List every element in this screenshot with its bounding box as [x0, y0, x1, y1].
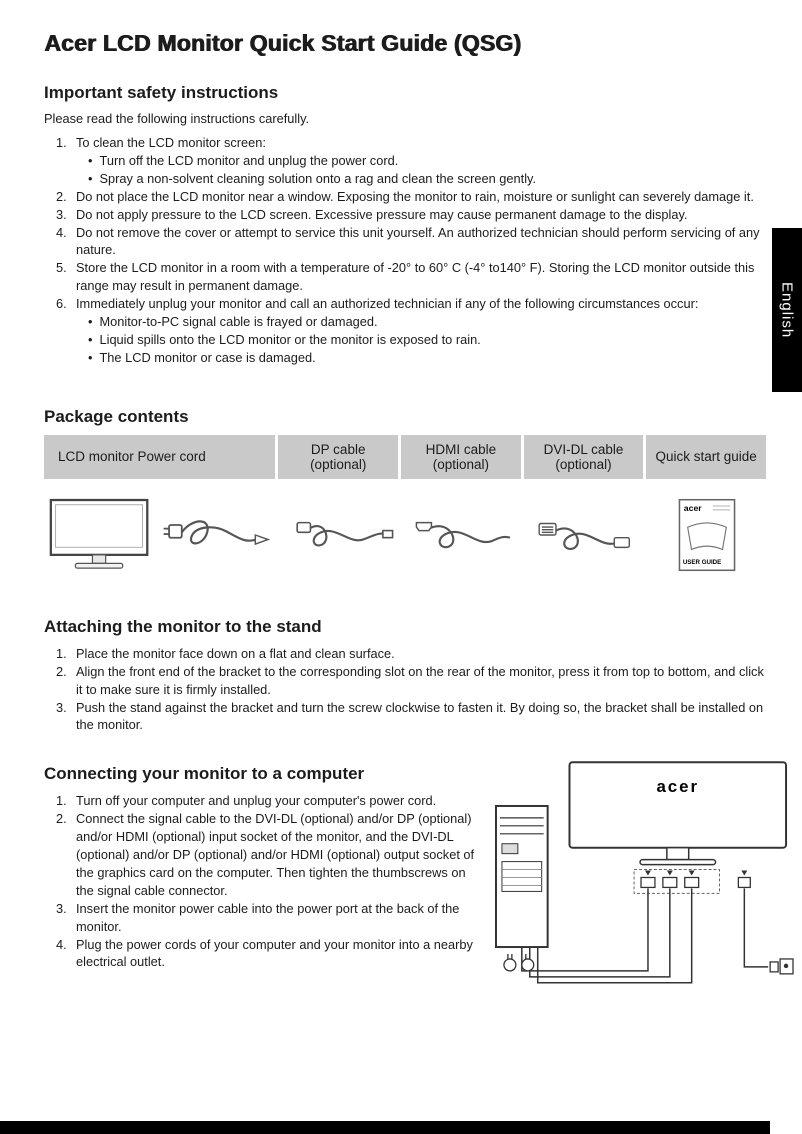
item-text: Store the LCD monitor in a room with a temperature of -20° to 60° C (-4° to140° F). Storing the LCD monitor outside this range may result in permanent damage. — [76, 260, 755, 294]
signal-ports — [641, 878, 750, 888]
cell-hdmi-cable — [406, 487, 524, 583]
list-item — [44, 134, 766, 152]
item-number: 4. — [56, 936, 67, 952]
language-tab-label: English — [778, 281, 796, 339]
item-number: 2. — [56, 663, 67, 679]
cell-dp-cable — [285, 487, 403, 583]
item-text: Insert the monitor power cable into the power port at the back of the monitor. — [76, 900, 460, 934]
safety-heading: Important safety instructions — [44, 83, 279, 102]
page-title: Acer LCD Monitor Quick Start Guide (QSG) — [44, 30, 521, 56]
item-text: Immediately unplug your monitor and call an authorized technician if any of the following circumstances occur: — [76, 296, 699, 312]
list-bullet — [88, 170, 766, 188]
item-text: Connect the signal cable to the DVI-DL (optional) and/or DP (optional) and/or HDMI (optional) input socket of the monitor, and the DVI-DL (optional) and/or DP (optional) and/or HDMI (optional) output socket of the graphics card on the computer. Then tighten the thumbscrews on the signal cable connector. — [76, 811, 475, 898]
attaching-heading: Attaching the monitor to the stand — [44, 616, 322, 636]
item-text: Do not remove the cover or attempt to service this unit yourself. An authorized technician should perform servicing of any nature. — [76, 224, 760, 258]
hdmi-cable-illustration — [412, 508, 518, 562]
section-attaching — [44, 617, 766, 735]
power-cord-illustration — [160, 503, 278, 567]
item-number: 3. — [56, 900, 67, 916]
bullet-text: • Monitor-to-PC signal cable is frayed or damaged. — [99, 314, 378, 330]
connection-diagram — [494, 760, 794, 994]
dvi-cable-illustration — [533, 508, 639, 562]
guide-acer-logo: acer — [683, 502, 702, 513]
cell-dvi-cable — [527, 487, 645, 583]
bullet-text: • Spray a non-solvent cleaning solution onto a rag and clean the screen gently. — [99, 170, 537, 186]
column-dvi-cable: DVI-DL cable (optional) — [524, 435, 644, 479]
list-item — [44, 295, 766, 313]
column-hdmi-cable: HDMI cable (optional) — [401, 435, 521, 479]
list-item — [44, 206, 766, 224]
list-item — [44, 900, 480, 936]
item-text: Turn off your computer and unplug your computer's power cord. — [76, 793, 437, 809]
list-bullet — [88, 313, 766, 331]
safety-list — [44, 134, 766, 367]
connecting-heading: Connecting your monitor to a computer — [44, 764, 365, 784]
item-text: Align the front end of the bracket to the corresponding slot on the rear of the monitor, press it from top to bottom, and click it to make sure it is firmly installed. — [76, 663, 764, 697]
signal-cables — [522, 889, 768, 983]
column-lcd-power: LCD monitor Power cord — [44, 435, 275, 479]
item-text: Place the monitor face down on a flat and clean surface. — [76, 645, 395, 661]
guide-user-guide-label: USER GUIDE — [682, 558, 722, 566]
bullet-text: • Liquid spills onto the LCD monitor or the monitor is exposed to rain. — [99, 331, 481, 347]
section-connecting — [44, 764, 766, 999]
item-number: 5. — [56, 260, 67, 276]
item-text: Plug the power cords of your computer and your monitor into a nearby electrical outlet. — [76, 936, 473, 970]
item-number: 1. — [56, 793, 67, 809]
list-item — [44, 224, 766, 260]
item-number: 1. — [56, 645, 67, 661]
item-number: 3. — [56, 699, 67, 715]
dp-cable-illustration — [291, 508, 397, 562]
column-dp-cable: DP cable (optional) — [278, 435, 398, 479]
list-bullet — [88, 349, 766, 367]
package-heading: Package contents — [44, 406, 189, 426]
list-bullet — [88, 152, 766, 170]
section-package — [44, 407, 766, 583]
list-item — [44, 259, 766, 295]
item-text: Do not place the LCD monitor near a window. Exposing the monitor to rain, moisture or sunlight can severely damage it. — [76, 188, 754, 204]
footer-bar — [0, 1121, 770, 1134]
cell-monitor-powercord — [44, 487, 282, 583]
item-number: 1. — [56, 135, 67, 150]
column-quick-start: Quick start guide — [646, 435, 766, 479]
package-illustrations — [44, 487, 766, 583]
list-item — [44, 699, 766, 735]
cell-quick-start-guide — [648, 487, 766, 583]
section-safety — [44, 83, 766, 367]
list-item — [44, 810, 480, 900]
wall-outlet-icon — [770, 959, 793, 974]
quick-start-guide-illustration — [678, 498, 736, 572]
item-number: 4. — [56, 224, 67, 240]
item-text: Push the stand against the bracket and turn the screw clockwise to fasten it. By doing so, the bracket shall be installed on the monitor. — [76, 699, 764, 733]
package-table-header — [44, 435, 766, 479]
item-number: 2. — [56, 188, 67, 204]
list-item — [44, 936, 480, 972]
item-text: To clean the LCD monitor screen: — [76, 135, 266, 150]
diagram-monitor-logo: acer — [656, 777, 700, 797]
connecting-text-column — [44, 764, 480, 999]
list-item — [44, 792, 480, 810]
item-number: 6. — [56, 296, 67, 312]
safety-intro: Please read the following instructions carefully. — [44, 111, 310, 126]
list-bullet — [88, 331, 766, 349]
bullet-text: • Turn off the LCD monitor and unplug the power cord. — [99, 152, 399, 168]
bullet-text: • The LCD monitor or case is damaged. — [99, 349, 316, 365]
connecting-diagram-column — [480, 760, 794, 999]
language-tab — [772, 228, 802, 392]
item-number: 2. — [56, 811, 67, 827]
plug-direction-arrows — [645, 871, 747, 876]
list-item — [44, 645, 766, 663]
power-plug-icons — [504, 954, 534, 971]
connecting-list — [44, 792, 480, 971]
list-item — [44, 188, 766, 206]
item-text: Do not apply pressure to the LCD screen. Excessive pressure may cause permanent damage to the display. — [76, 206, 688, 222]
monitor-illustration — [48, 497, 152, 573]
list-item — [44, 663, 766, 699]
item-number: 3. — [56, 206, 67, 222]
attaching-list — [44, 645, 766, 735]
